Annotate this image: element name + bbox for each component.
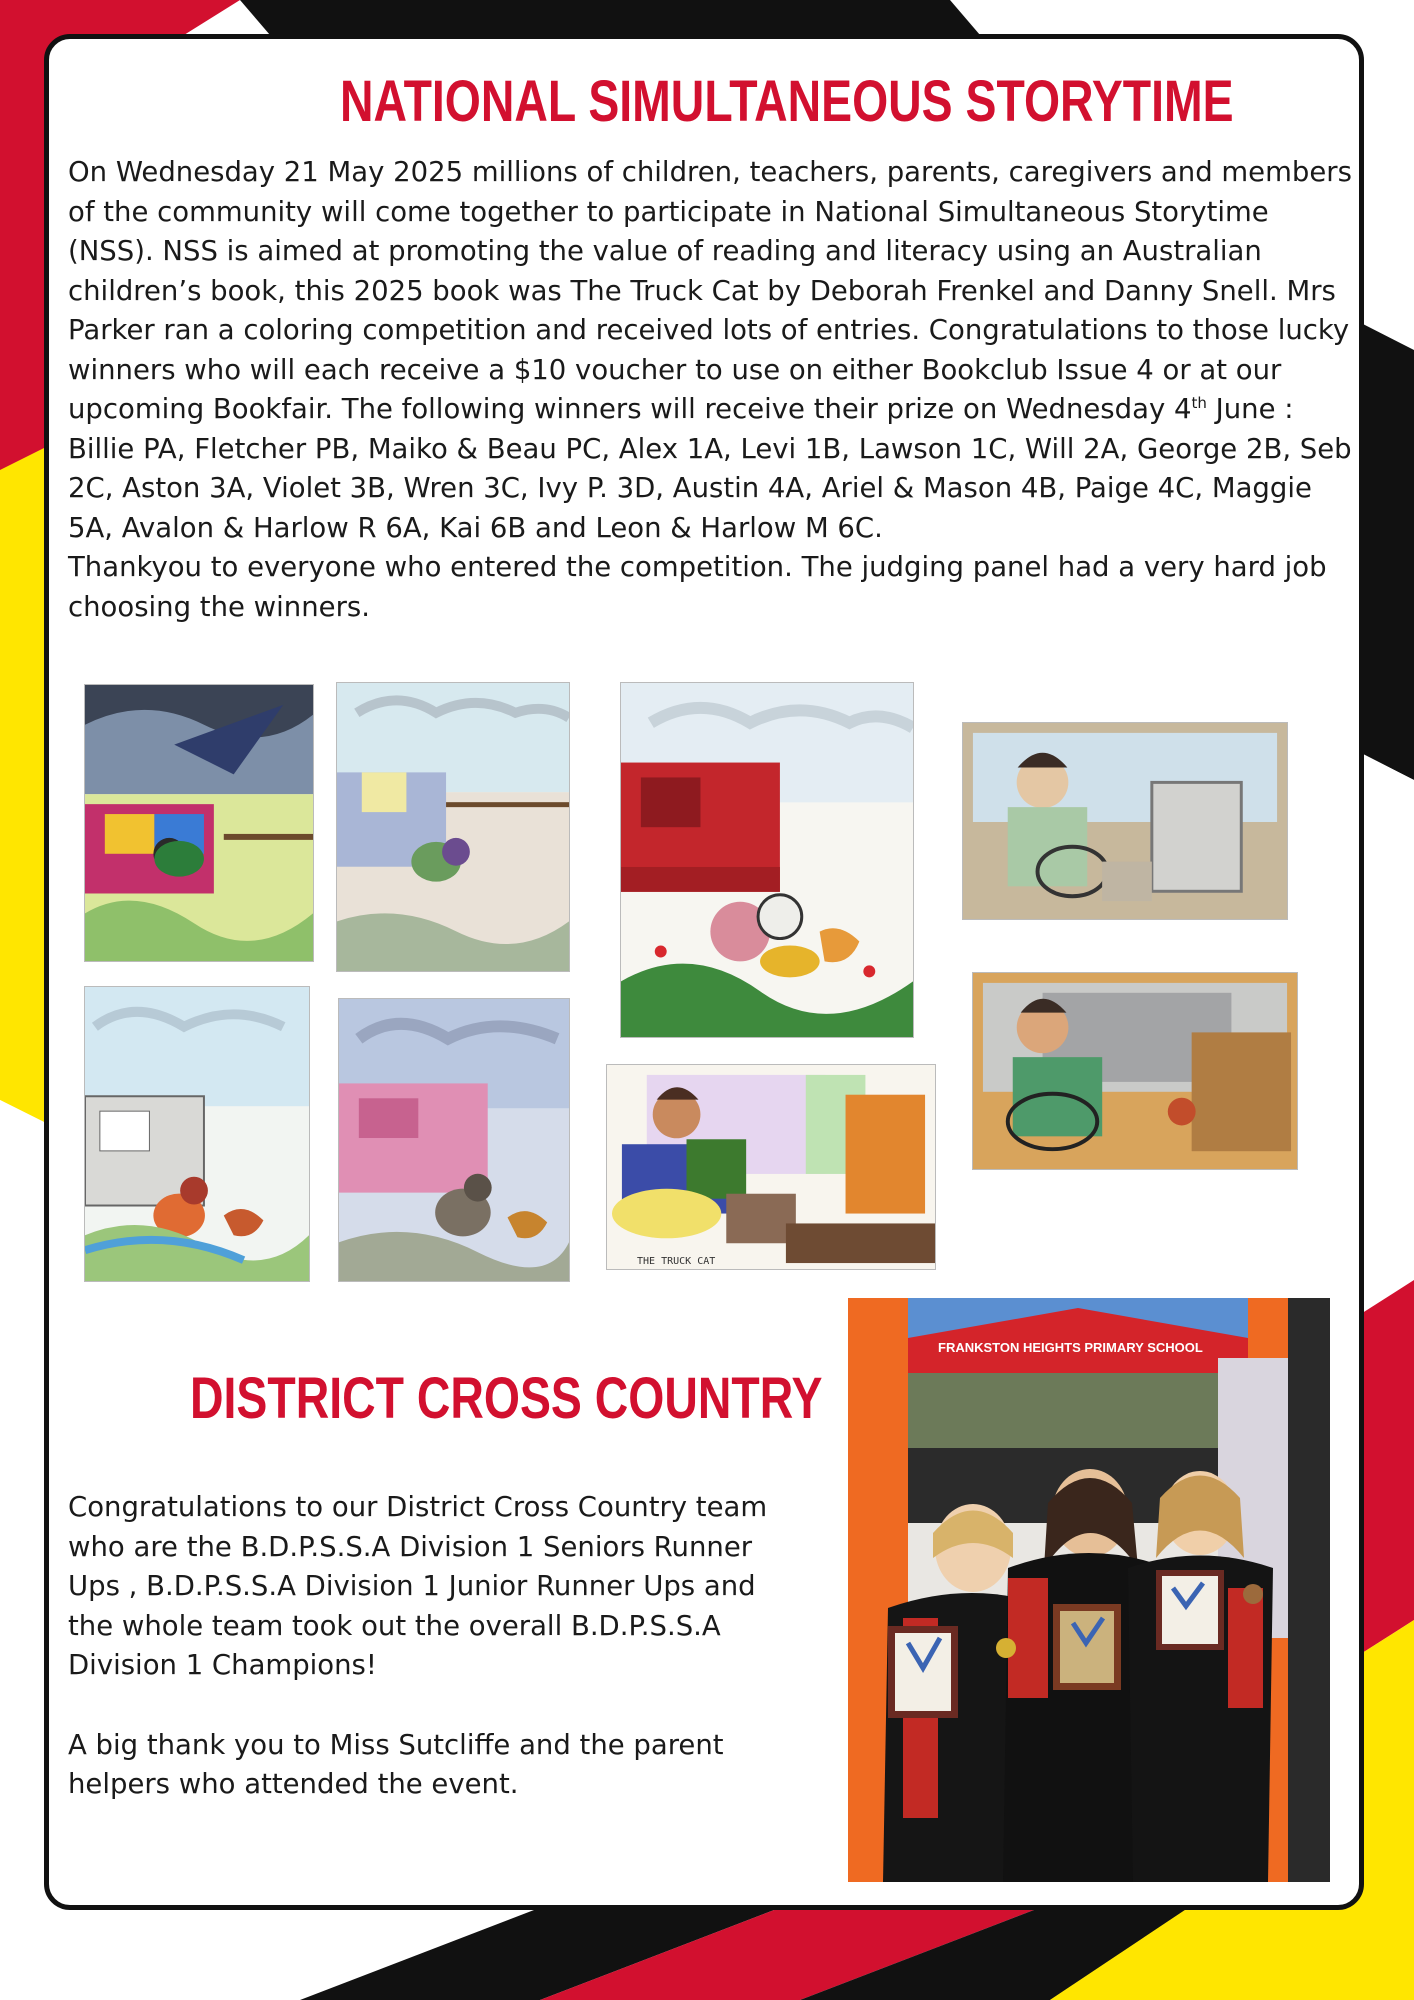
drawing-caption: THE TRUCK CAT [637, 1256, 716, 1267]
storytime-paragraph-1 [68, 153, 1358, 548]
coloring-entry-1 [84, 684, 314, 962]
cross-country-paragraph-1: Congratulations to our District Cross Country team who are the B.D.P.S.S.A Division 1 Seniors Runner Ups , B.D.P.S.S.A Division 1 Junior Runner Ups and the whole team took out the overall B.D.P.S.S.A Division 1 Champions! [68, 1491, 768, 1681]
coloring-entry-8 [972, 972, 1298, 1170]
cross-country-body [68, 1488, 808, 1805]
cross-country-team-photo [848, 1298, 1330, 1882]
cross-country-title: DISTRICT CROSS COUNTRY [190, 1366, 823, 1431]
storytime-paragraph-2: Thankyou to everyone who entered the competition. The judging panel had a very hard job choosing the winners. [68, 551, 1327, 623]
coloring-entry-6 [338, 998, 570, 1282]
cross-country-paragraph-2: A big thank you to Miss Sutcliffe and the parent helpers who attended the event. [68, 1728, 724, 1800]
date-ordinal-suffix: th [1191, 393, 1207, 412]
coloring-entry-3 [620, 682, 914, 1038]
storytime-title: NATIONAL SIMULTANEOUS STORYTIME [340, 69, 1234, 134]
winners-list-text: June : Billie PA, Fletcher PB, Maiko & Beau PC, Alex 1A, Levi 1B, Lawson 1C, Will 2A, George 2B, Seb 2C, Aston 3A, Violet 3B, Wren 3C, Ivy P. 3D, Austin 4A, Ariel & Mason 4B, Paige 4C, Maggie 5A, Avalon & Harlow R 6A, Kai 6B and Leon & Harlow M 6C. [68, 393, 1352, 544]
coloring-entry-4 [962, 722, 1288, 920]
coloring-entry-2 [336, 682, 570, 972]
coloring-entry-5 [84, 986, 310, 1282]
coloring-entry-7 [606, 1064, 936, 1270]
storytime-body [68, 153, 1358, 627]
photo-banner-text: FRANKSTON HEIGHTS PRIMARY SCHOOL [938, 1340, 1203, 1355]
storytime-paragraph-1-text: On Wednesday 21 May 2025 millions of children, teachers, parents, caregivers and members of the community will come together to participate in National Simultaneous Storytime (NSS). NSS is aimed at promoting the value of reading and literacy using an Australian children’s book, this 2025 book was The Truck Cat by Deborah Frenkel and Danny Snell. Mrs Parker ran a coloring competition and received lots of entries. Congratulations to those lucky winners who will each receive a $10 voucher to use on either Bookclub Issue 4 or at our upcoming Bookfair. The following winners will receive their prize on Wednesday 4 [68, 156, 1352, 425]
